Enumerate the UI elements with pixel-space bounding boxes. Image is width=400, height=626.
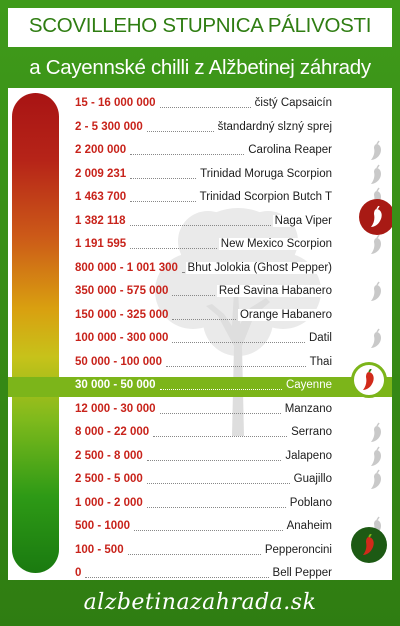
dotted-leader xyxy=(172,295,215,296)
page-title: SCOVILLEHO STUPNICA PÁLIVOSTI xyxy=(28,14,372,37)
scoville-value: 1 191 595 xyxy=(75,238,127,250)
dotted-leader xyxy=(172,319,236,320)
scale-row xyxy=(8,142,392,162)
scale-row xyxy=(8,542,392,562)
dotted-leader xyxy=(147,460,281,461)
pepper-name: Bell Pepper xyxy=(272,567,332,579)
pepper-name: čistý Capsaicín xyxy=(254,97,332,109)
chili-badge-mild xyxy=(351,527,387,563)
scoville-value: 2 500 - 8 000 xyxy=(75,449,143,462)
chili-pepper-icon xyxy=(360,369,378,391)
chili-pepper-icon xyxy=(369,328,385,350)
scale-panel xyxy=(8,88,392,580)
pepper-name: Serrano xyxy=(291,426,332,438)
scoville-value: 0 xyxy=(75,567,82,579)
page-subtitle: a Cayennské chilli z Alžbetinej záhrady xyxy=(29,56,371,79)
scale-row xyxy=(8,495,392,515)
title-banner xyxy=(8,8,392,47)
dotted-leader xyxy=(130,154,244,155)
dotted-leader xyxy=(172,342,305,343)
scoville-value: 2 009 231 xyxy=(75,167,127,180)
dotted-leader xyxy=(85,577,269,578)
scoville-value: 8 000 - 22 000 xyxy=(75,426,150,438)
pepper-name: New Mexico Scorpion xyxy=(220,238,332,250)
pepper-name: Guajillo xyxy=(293,473,332,485)
scale-row xyxy=(8,424,392,444)
pepper-name: Poblano xyxy=(289,496,332,509)
scale-row xyxy=(8,518,392,538)
pepper-name: Manzano xyxy=(284,402,332,415)
dotted-leader xyxy=(147,483,290,484)
scale-row xyxy=(8,401,392,421)
dotted-leader xyxy=(166,366,306,367)
scoville-value: 150 000 - 325 000 xyxy=(75,308,169,321)
pepper-name: Thai xyxy=(309,355,332,368)
dotted-leader xyxy=(160,107,251,108)
chili-badge-hot xyxy=(359,199,392,235)
scoville-value: 1 463 700 xyxy=(75,191,127,203)
scale-row xyxy=(8,236,392,256)
scale-row xyxy=(8,307,392,327)
scoville-value: 15 - 16 000 000 xyxy=(75,97,156,109)
chili-pepper-icon xyxy=(369,422,385,444)
scoville-value: 2 200 000 xyxy=(75,144,127,156)
pepper-name: Bhut Jolokia (Ghost Pepper) xyxy=(187,261,332,274)
scoville-value: 100 000 - 300 000 xyxy=(75,332,169,344)
dotted-leader xyxy=(160,413,281,414)
pepper-name: Anaheim xyxy=(286,520,332,532)
dotted-leader xyxy=(147,507,286,508)
scale-row xyxy=(8,213,392,233)
scoville-value: 1 382 118 xyxy=(75,214,126,227)
scale-row xyxy=(8,283,392,303)
scoville-value: 800 000 - 1 001 300 xyxy=(75,261,178,274)
scale-row xyxy=(8,354,392,374)
dotted-leader xyxy=(130,248,217,249)
chili-pepper-icon xyxy=(369,446,385,468)
chili-pepper-icon xyxy=(368,206,386,228)
chili-pepper-icon xyxy=(369,234,385,256)
scoville-value: 350 000 - 575 000 xyxy=(75,285,169,297)
scoville-value: 2 500 - 5 000 xyxy=(75,473,143,485)
chili-pepper-icon xyxy=(360,534,378,556)
dotted-leader xyxy=(130,225,271,226)
scoville-value: 500 - 1000 xyxy=(75,520,130,532)
pepper-name: štandardný slzný sprej xyxy=(217,120,332,133)
dotted-leader xyxy=(130,178,196,179)
pepper-name: Pepperoncini xyxy=(264,543,332,556)
chili-pepper-icon xyxy=(369,469,385,491)
pepper-name: Orange Habanero xyxy=(239,308,332,321)
scale-row xyxy=(8,260,392,280)
scoville-value: 30 000 - 50 000 xyxy=(75,379,156,391)
pepper-name: Naga Viper xyxy=(274,214,332,227)
chili-pepper-icon xyxy=(369,140,385,162)
scale-row-highlighted xyxy=(8,377,392,397)
scale-row xyxy=(8,166,392,186)
scoville-value: 2 - 5 300 000 xyxy=(75,120,143,133)
scale-row xyxy=(8,95,392,115)
pepper-name: Trinidad Moruga Scorpion xyxy=(200,167,332,180)
scoville-value: 1 000 - 2 000 xyxy=(75,496,143,509)
chili-badge-cayenne xyxy=(351,362,387,398)
dotted-leader xyxy=(134,530,283,531)
chili-pepper-icon xyxy=(369,164,385,186)
scoville-value: 50 000 - 100 000 xyxy=(75,355,162,368)
pepper-name: Datil xyxy=(308,332,332,344)
dotted-leader xyxy=(160,389,282,390)
dotted-leader xyxy=(182,272,184,273)
dotted-leader xyxy=(130,201,196,202)
scale-row xyxy=(8,448,392,468)
dotted-leader xyxy=(153,436,287,437)
pepper-name: Trinidad Scorpion Butch T xyxy=(199,191,332,203)
scale-row xyxy=(8,565,392,580)
website-link[interactable]: alzbetinazahrada.sk xyxy=(83,590,317,615)
scoville-value: 12 000 - 30 000 xyxy=(75,402,156,415)
scoville-value: 100 - 500 xyxy=(75,543,124,556)
chili-pepper-icon xyxy=(369,281,385,303)
dotted-leader xyxy=(147,131,214,132)
pepper-name: Cayenne xyxy=(285,379,332,391)
scale-row xyxy=(8,119,392,139)
pepper-name: Red Savina Habanero xyxy=(218,285,332,297)
scale-row xyxy=(8,471,392,491)
pepper-name: Carolina Reaper xyxy=(248,144,332,156)
scale-row xyxy=(8,189,392,209)
dotted-leader xyxy=(128,554,261,555)
pepper-name: Jalapeno xyxy=(285,449,332,462)
scale-row xyxy=(8,330,392,350)
